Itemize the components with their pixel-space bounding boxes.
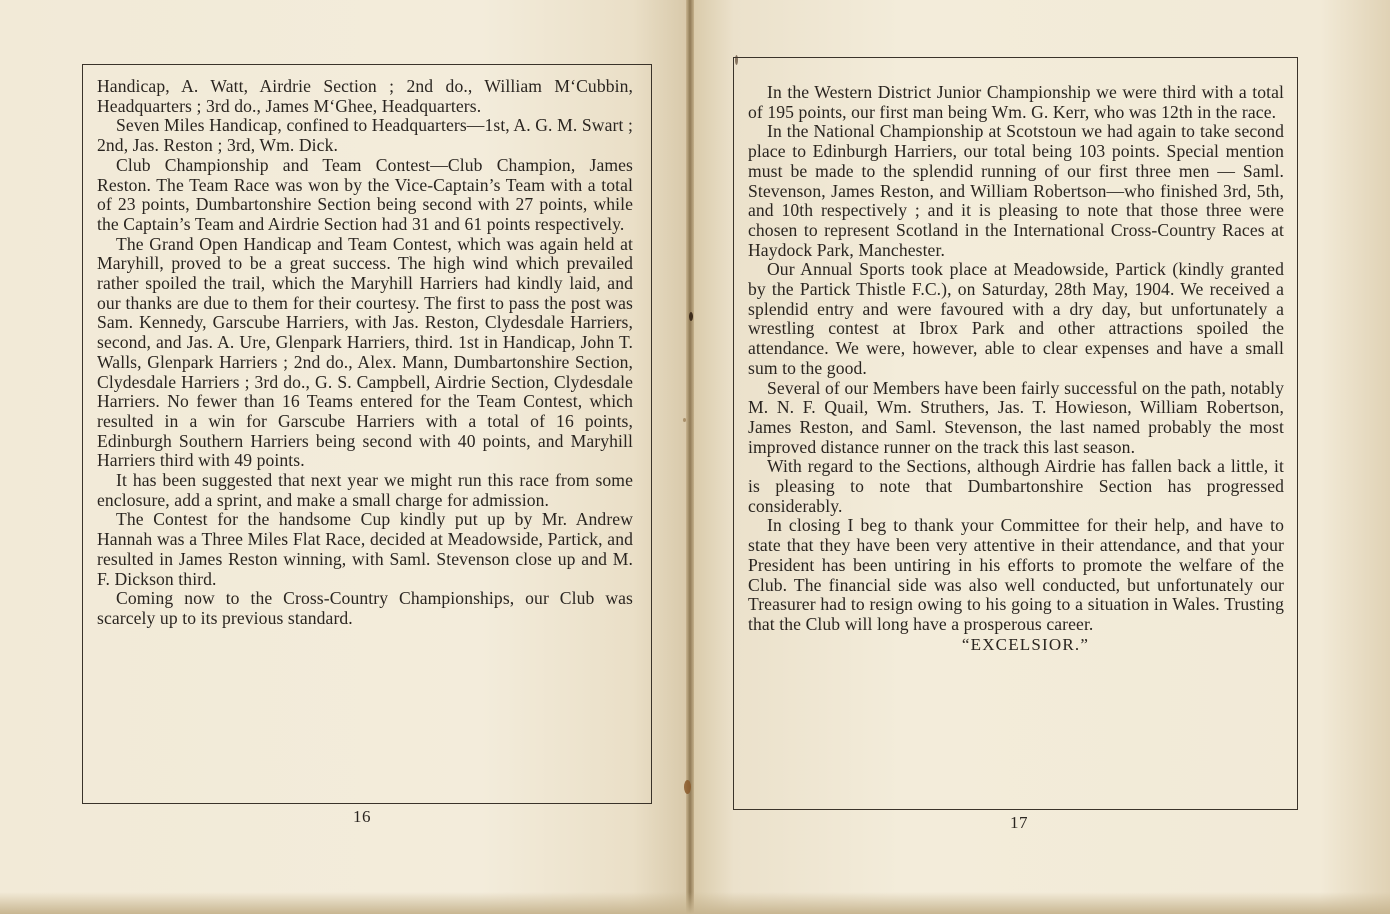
paragraph: Seven Miles Handicap, confined to Headquarters—1st, A. G. M. Swart ; 2nd, Jas. Reston ; 3rd, Wm. Dick. <box>97 115 633 156</box>
paragraph: It has been suggested that next year we might run this race from some enclosure, add a sprint, and make a small charge for admission. <box>97 470 633 510</box>
page-edge-shadow <box>0 892 1390 914</box>
signature: “EXCELSIOR.” <box>961 634 1090 654</box>
paragraph: Club Championship and Team Contest—Club Champion, James Reston. The Team Race was won by the Vice-Captain’s Team with a total of 23 points, Dumbartonshire Section being second with 27 points, while the Captain’s Team and Airdrie Section had 31 and 61 points respectively. <box>97 154 633 234</box>
paragraph: In the National Championship at Scotstoun we had again to take second place to Edinburgh Harriers, our total being 103 points. Special mention must be made to the splendid running of our first three men — Saml. Stevenson, James Reston, and William Robertson—who finished 3rd, 5th, and 10th respectively ; and it is pleasing to note that those three were chosen to represent Scotland in the International Cross-Country Races at Haydock Park, Manchester. <box>748 121 1284 260</box>
paragraph: In closing I beg to thank your Committee for their help, and have to state that they have been very attentive in their attendance, and that your President has been untiring in his efforts to promote the welfare of the Club. The financial side was also well conducted, but unfortunately our Treasurer had to resign owing to his going to a situation in Wales. Trusting that the Club will long have a prosperous career. <box>748 515 1284 634</box>
page-number: 16 <box>353 807 371 826</box>
foxing-spot <box>683 418 686 422</box>
page-number: 17 <box>1010 813 1028 832</box>
right-page-text <box>748 83 1284 654</box>
paragraph: The Contest for the handsome Cup kindly put up by Mr. Andrew Hannah was a Three Miles Flat Race, decided at Meadowside, Partick, and resulted in James Reston winning, with Saml. Stevenson close up and M. F. Dickson third. <box>97 509 633 589</box>
paragraph: Several of our Members have been fairly successful on the path, notably M. N. F. Quail, Wm. Struthers, Jas. T. Howieson, William Robertson, James Reston, and Saml. Stevenson, the last named probably the most improved distance runner on the track this last season. <box>748 377 1284 457</box>
left-page-text <box>97 77 633 629</box>
paragraph: With regard to the Sections, although Airdrie has fallen back a little, it is pleasing to note that Dumbartonshire Section has progressed considerably. <box>748 456 1284 516</box>
paragraph: In the Western District Junior Championship we were third with a total of 195 points, our first man being Wm. G. Kerr, who was 12th in the race. <box>748 82 1284 122</box>
paragraph: Coming now to the Cross-Country Championships, our Club was scarcely up to its previous standard. <box>97 588 633 628</box>
right-page-content <box>692 0 1390 914</box>
paragraph: Our Annual Sports took place at Meadowside, Partick (kindly granted by the Partick Thistle F.C.), on Saturday, 28th May, 1904. We received a splendid entry and were favoured with a dry day, but unfortunately a wrestling contest at Ibrox Park and other attractions spoiled the attendance. We were, however, able to clear expenses and have a small sum to the good. <box>748 259 1284 378</box>
paragraph: The Grand Open Handicap and Team Contest, which was again held at Maryhill, proved to be a great success. The high wind which prevailed rather spoiled the trail, which the Maryhill Harriers had kindly laid, and our thanks are due to them for their courtesy. The first to pass the post was Sam. Kennedy, Garscube Harriers, with Jas. Reston, Clydesdale Harriers, second, and Jas. A. Ure, Glenpark Harriers, third. 1st in Handicap, John T. Walls, Glenpark Harriers ; 2nd do., Alex. Mann, Dumbartonshire Section, Clydesdale Harriers ; 3rd do., G. S. Campbell, Airdrie Section, Clydesdale Harriers. No fewer than 16 Teams entered for the Team Contest, which resulted in a win for Garscube Harriers with a total of 16 points, Edinburgh Southern Harriers being second with 40 points, and Maryhill Harriers third with 49 points. <box>97 233 633 471</box>
paragraph: Handicap, A. Watt, Airdrie Section ; 2nd do., William M‘Cubbin, Headquarters ; 3rd do., James M‘Ghee, Headquarters. <box>97 76 633 116</box>
foxing-spot <box>684 780 691 794</box>
